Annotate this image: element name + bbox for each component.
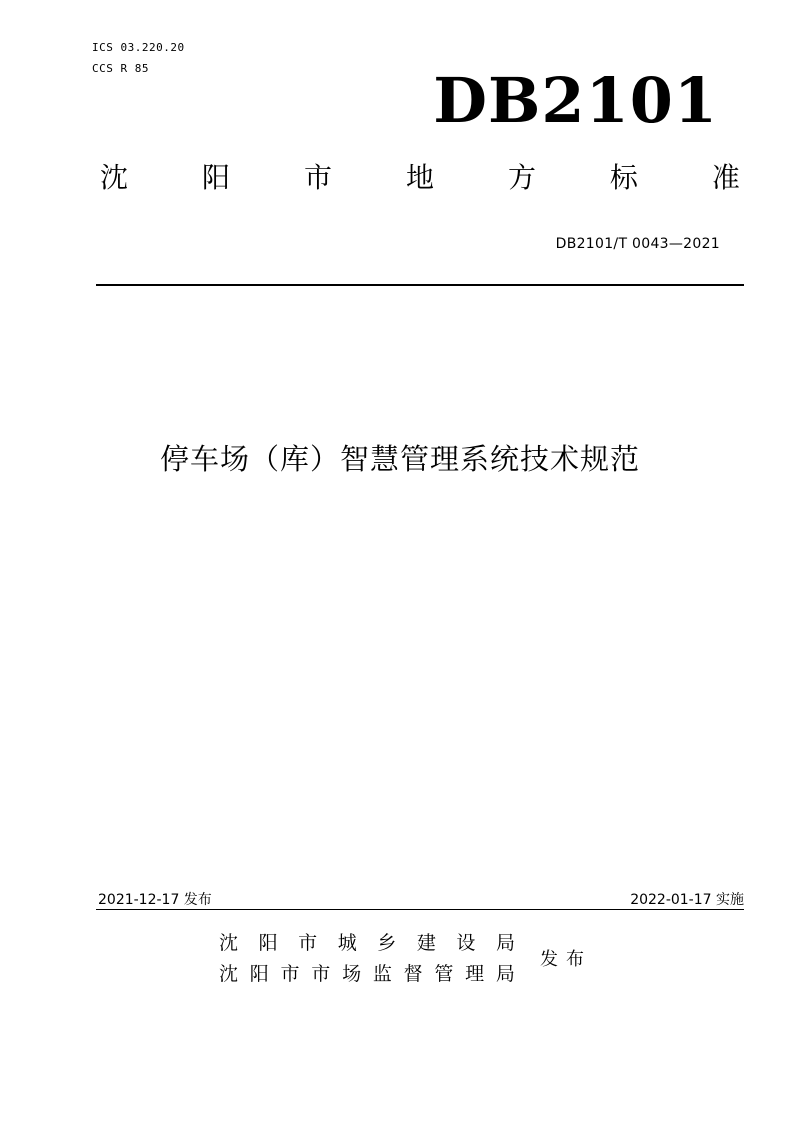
issuer-char: 城 [337, 932, 357, 954]
issuer-char: 乡 [377, 932, 397, 954]
issuer-char: 局 [495, 932, 515, 954]
issuer-char: 理 [465, 963, 485, 985]
issuer-char: 设 [456, 932, 476, 954]
standard-number: DB2101/T 0043—2021 [555, 236, 720, 252]
issuer-char: 局 [495, 963, 515, 985]
standard-type-char: 市 [303, 161, 332, 194]
standard-type [100, 156, 740, 196]
issuer-char: 市 [311, 963, 331, 985]
standard-type-char: 标 [609, 161, 638, 194]
issuer-char: 督 [403, 963, 423, 985]
standard-type-char: 准 [711, 161, 740, 194]
issuer-char: 场 [342, 963, 362, 985]
ccs-code: CCS R 85 [92, 62, 149, 75]
issuer-char: 沈 [219, 963, 239, 985]
document-title: 停车场（库）智慧管理系统技术规范 [159, 442, 640, 476]
standard-type-char: 方 [507, 161, 536, 194]
standard-type-char: 沈 [100, 161, 129, 194]
issuer-char: 阳 [249, 963, 269, 985]
issuer-char: 阳 [258, 932, 278, 954]
footer-divider [96, 909, 744, 910]
issuer-market-supervision-bureau [219, 961, 515, 987]
ics-code: ICS 03.220.20 [92, 41, 185, 54]
issuer-char: 监 [372, 963, 392, 985]
header-divider [96, 284, 744, 286]
issuer-char: 建 [416, 932, 436, 954]
issue-date: 2021-12-17 发布 [98, 892, 212, 908]
issuer-char: 市 [298, 932, 318, 954]
issuer-char: 沈 [219, 932, 239, 954]
standard-type-char: 地 [405, 161, 434, 194]
issuer-construction-bureau [219, 930, 515, 956]
standard-code-logo: DB2101 [433, 64, 718, 137]
issuer-char: 管 [434, 963, 454, 985]
publish-label: 发布 [540, 949, 592, 970]
issuer-char: 市 [280, 963, 300, 985]
standard-type-char: 阳 [201, 161, 230, 194]
implementation-date: 2022-01-17 实施 [630, 892, 744, 908]
